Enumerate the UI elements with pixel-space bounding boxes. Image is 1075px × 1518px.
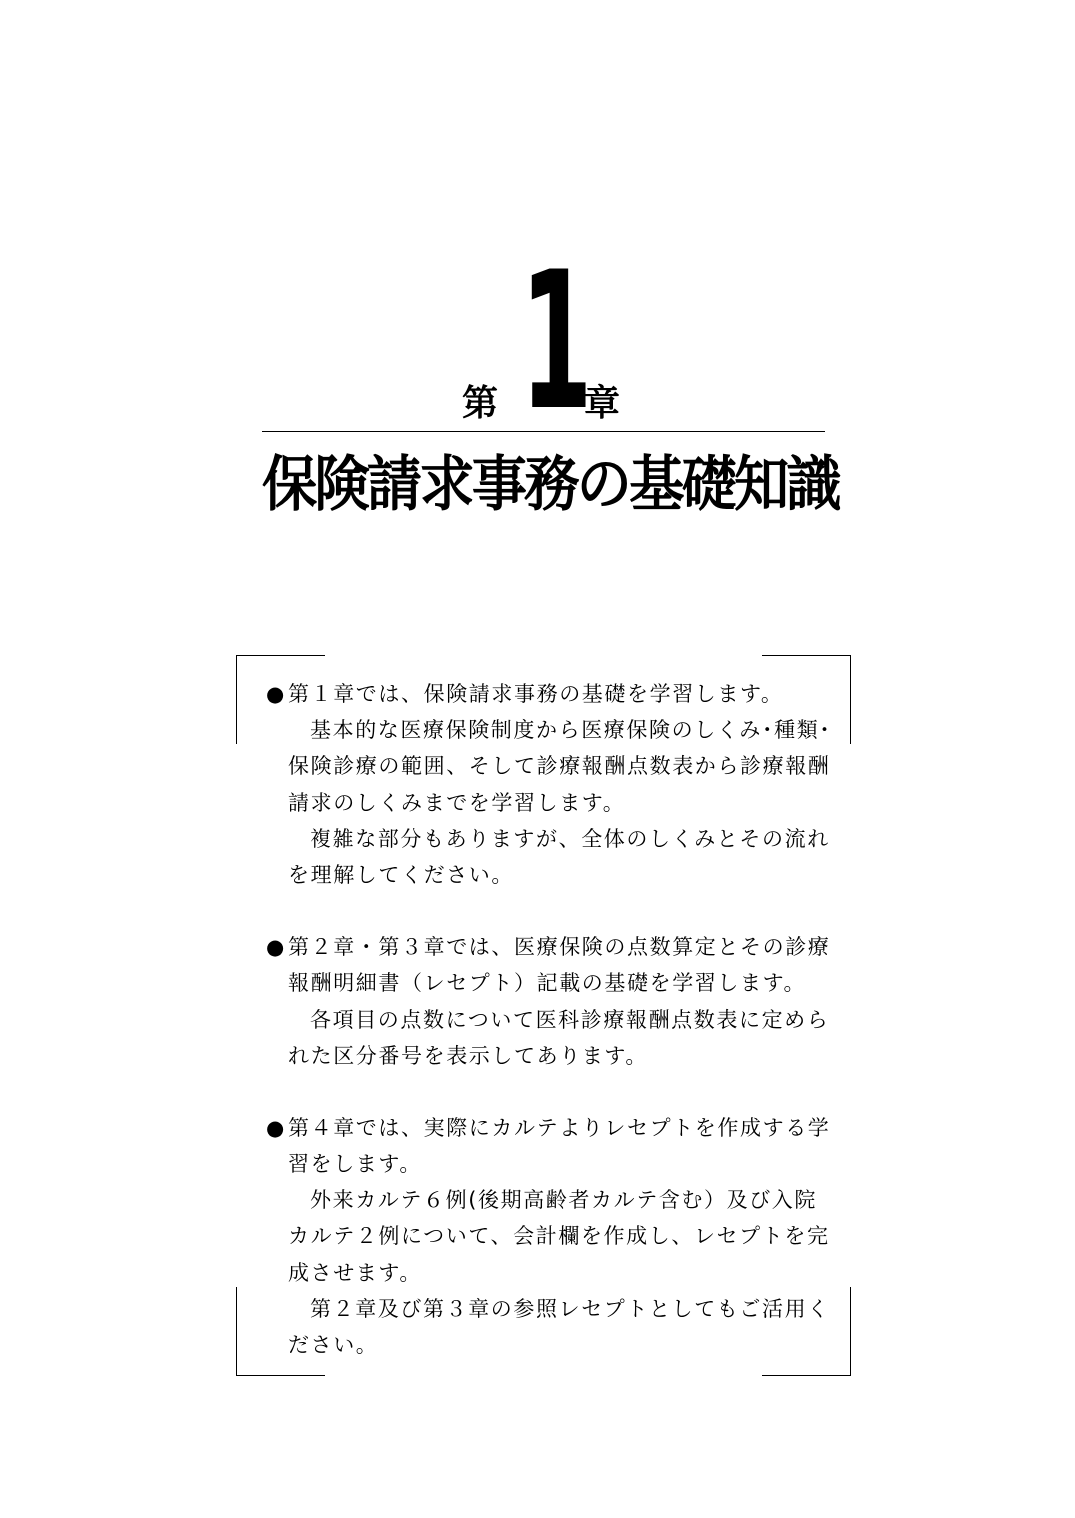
intro-section-3-line-1: ●第４章では、実際にカルテよりレセプトを作成する学 (266, 1110, 826, 1146)
intro-section-3-line-2: 習をします。 (288, 1152, 422, 1177)
section-spacer (266, 1074, 826, 1110)
intro-section-3-line-7: ださい。 (288, 1333, 379, 1357)
intro-section-1-line-5: 複雑な部分もありますが、全体のしくみとその流れ (310, 826, 830, 851)
intro-section-3-line-3: 外来カルテ６例(後期高齢者カルテ含む）及び入院 (310, 1188, 817, 1213)
intro-section-3-line-4: カルテ２例について、会計欄を作成し、レセプトを完 (288, 1224, 830, 1249)
intro-section-2-line-4: れた区分番号を表示してあります。 (288, 1043, 648, 1068)
chapter-introduction (266, 676, 832, 1363)
bullet-icon: ● (266, 935, 286, 960)
title-divider (262, 431, 825, 432)
intro-section-1-line-4: 請求のしくみまでを学習します。 (288, 790, 626, 815)
section-spacer (266, 893, 826, 929)
intro-section-2-line-3: 各項目の点数について医科診療報酬点数表に定めら (310, 1007, 830, 1032)
intro-section-1-line-1: ●第１章では、保険請求事務の基礎を学習します。 (266, 676, 826, 712)
intro-section-1-line-2: 基本的な医療保険制度から医療保険のしくみ･種類･ (310, 718, 832, 743)
bullet-icon: ● (266, 682, 286, 706)
intro-section-2-line-2: 報酬明細書（レセプト）記載の基礎を学習します。 (288, 971, 807, 996)
chapter-suffix: 章 (584, 383, 621, 424)
chapter-title: 保険請求事務の基礎知識 (262, 450, 839, 520)
intro-section-1-line-3: 保険診療の範囲、そして診療報酬点数表から診療報酬 (288, 754, 831, 779)
intro-section-2-line-1: ●第２章・第３章では、医療保険の点数算定とその診療 (266, 929, 826, 965)
bullet-icon: ● (266, 1115, 286, 1140)
chapter-number: 1 (520, 231, 591, 452)
intro-section-3-line-5: 成させます。 (288, 1260, 422, 1285)
chapter-prefix: 第 (462, 383, 499, 424)
intro-section-1-line-6: を理解してください。 (288, 862, 514, 887)
intro-section-3-line-6: 第２章及び第３章の参照レセプトとしてもご活用く (310, 1296, 830, 1321)
